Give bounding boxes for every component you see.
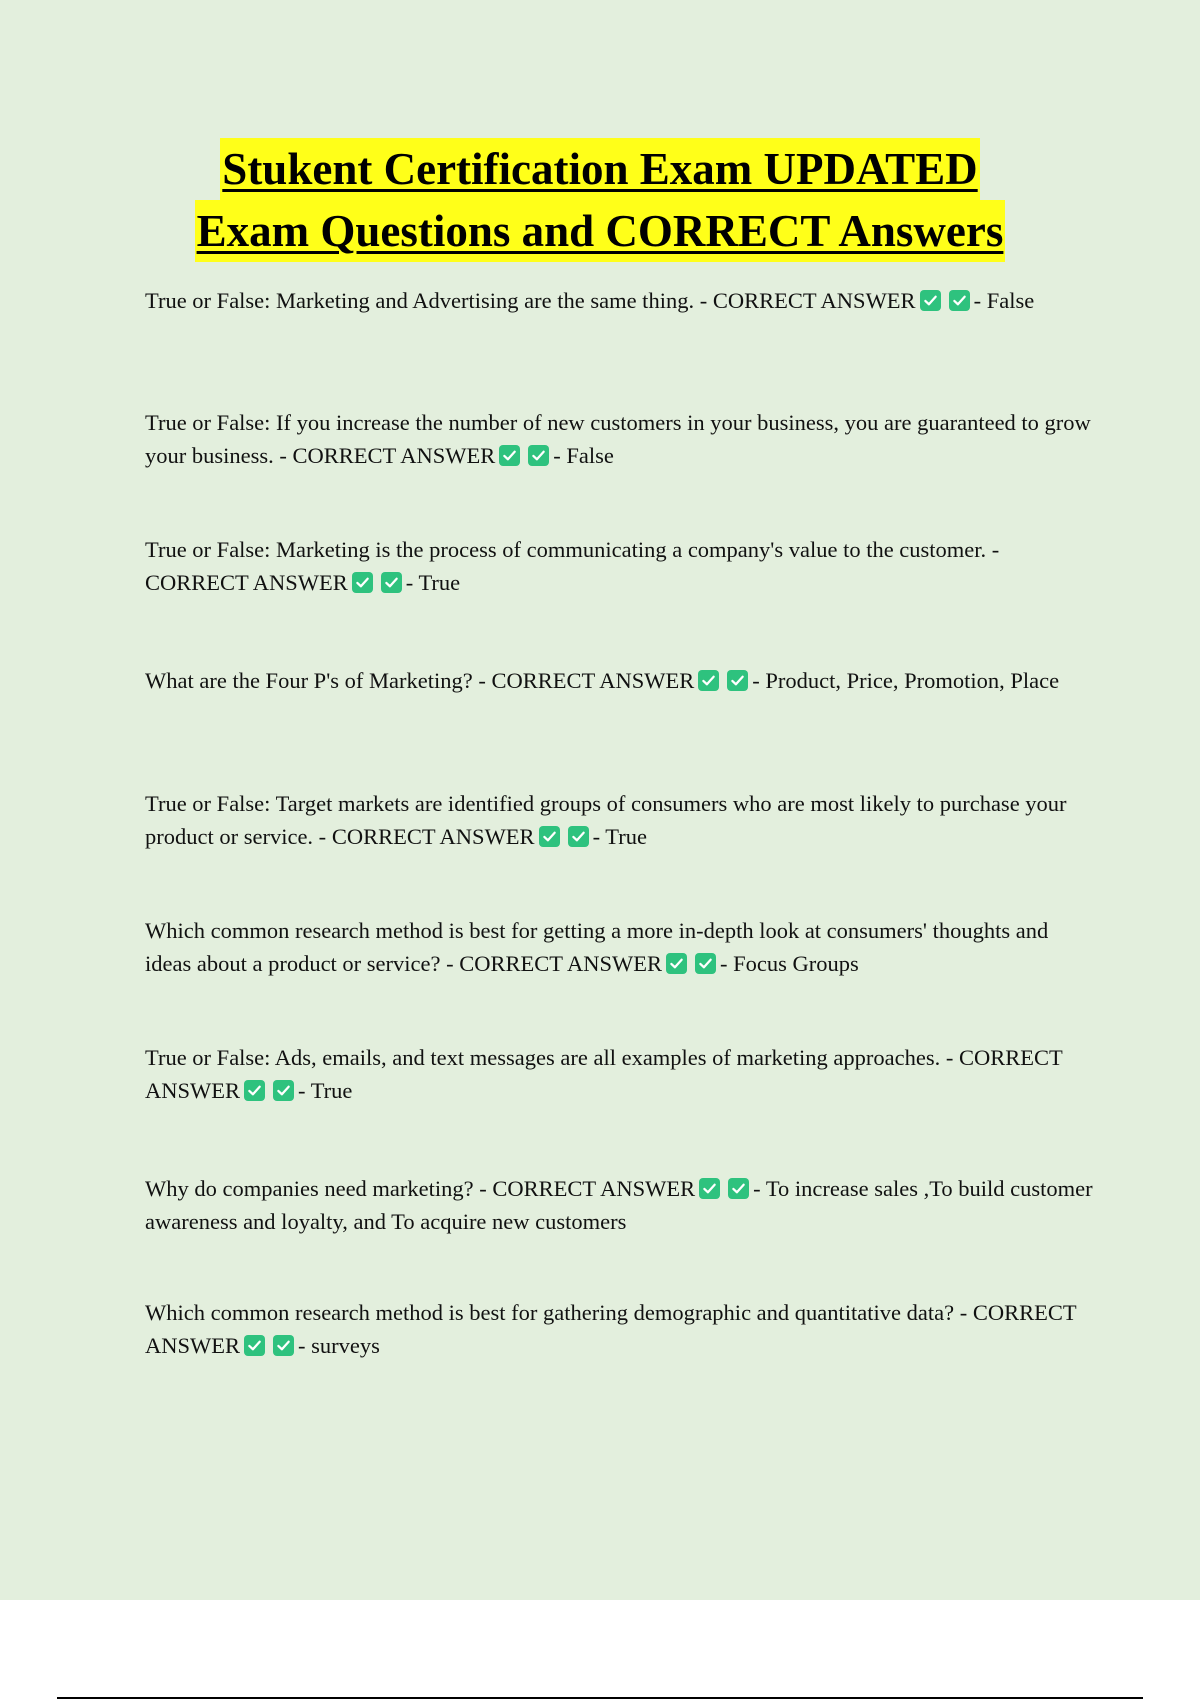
- answer-marker: CORRECT ANSWER: [712, 288, 916, 313]
- check-mark-button-icon: [499, 445, 520, 466]
- answer-marker: CORRECT ANSWER: [492, 1176, 696, 1201]
- check-mark-button-icon: [244, 1335, 265, 1356]
- question-text: True or False: Target markets are identified groups of consumers who are most likely to purchase your product or service. -: [145, 791, 1067, 849]
- page-title: [0, 138, 1200, 262]
- answer-text: True: [418, 570, 461, 595]
- check-mark-button-icon: [568, 826, 589, 847]
- question-text: Which common research method is best for gathering demographic and quantitative data? -: [145, 1300, 968, 1325]
- question-text: What are the Four P's of Marketing? -: [145, 668, 486, 693]
- qa-item-5: True or False: Target markets are identified groups of consumers who are most likely to purchase your product or service. - CORRECT ANSWER - True: [145, 791, 1067, 849]
- question-text: Why do companies need marketing? -: [145, 1176, 487, 1201]
- check-mark-button-icon: [273, 1335, 294, 1356]
- check-mark-button-icon: [528, 445, 549, 466]
- answer-marker: CORRECT ANSWER: [491, 668, 695, 693]
- check-mark-button-icon: [949, 290, 970, 311]
- qa-item-2: True or False: If you increase the number of new customers in your business, you are guaranteed to grow your business. - CORRECT ANSWER - False: [145, 410, 1091, 468]
- check-mark-button-icon: [666, 953, 687, 974]
- check-mark-button-icon: [539, 826, 560, 847]
- check-mark-button-icon: [273, 1080, 294, 1101]
- answer-text: Focus Groups: [733, 951, 859, 976]
- answer-marker: CORRECT ANSWER: [145, 570, 348, 595]
- question-text: True or False: Ads, emails, and text messages are all examples of marketing approaches. -: [145, 1045, 954, 1070]
- answer-text: Product, Price, Promotion, Place: [765, 668, 1060, 693]
- answer-text: True: [310, 1078, 353, 1103]
- qa-item-6: Which common research method is best for getting a more in-depth look at consumers' thoughts and ideas about a product or service? - CORRECT ANSWER - Focus Groups: [145, 918, 1049, 976]
- check-mark-button-icon: [381, 572, 402, 593]
- answer-marker: CORRECT ANSWER: [331, 824, 535, 849]
- qa-item-3: True or False: Marketing is the process of communicating a company's value to the customer. - CORRECT ANSWER - True: [145, 537, 1000, 595]
- question-text: True or False: If you increase the number of new customers in your business, you are guaranteed to grow your business. -: [145, 410, 1091, 468]
- check-mark-button-icon: [244, 1080, 265, 1101]
- qa-item-7: True or False: Ads, emails, and text messages are all examples of marketing approaches. - CORRECT ANSWER - True: [145, 1045, 1063, 1103]
- qa-item-4: What are the Four P's of Marketing? - CORRECT ANSWER - Product, Price, Promotion, Place: [145, 668, 1060, 693]
- check-mark-button-icon: [699, 1178, 720, 1199]
- answer-marker: CORRECT ANSWER: [145, 1045, 1063, 1103]
- answer-marker: CORRECT ANSWER: [145, 1300, 1077, 1358]
- qa-item-8: Why do companies need marketing? - CORRECT ANSWER - To increase sales ,To build customer awareness and loyalty, and To acquire new customers: [145, 1176, 1093, 1234]
- check-mark-button-icon: [698, 670, 719, 691]
- check-mark-button-icon: [920, 290, 941, 311]
- answer-marker: CORRECT ANSWER: [292, 443, 496, 468]
- check-mark-button-icon: [352, 572, 373, 593]
- question-text: True or False: Marketing and Advertising are the same thing. -: [145, 288, 708, 313]
- page-divider: [57, 1697, 1143, 1699]
- answer-text: To increase sales ,To build customer awareness and loyalty, and To acquire new customers: [145, 1176, 1093, 1234]
- qa-item-1: True or False: Marketing and Advertising are the same thing. - CORRECT ANSWER - False: [145, 288, 1035, 313]
- check-mark-button-icon: [695, 953, 716, 974]
- answer-text: True: [605, 824, 647, 849]
- qa-item-9: Which common research method is best for gathering demographic and quantitative data? - CORRECT ANSWER - surveys: [145, 1300, 1077, 1358]
- answer-text: False: [986, 288, 1035, 313]
- title-line-2: Exam Questions and CORRECT Answers: [195, 200, 1006, 262]
- check-mark-button-icon: [728, 1178, 749, 1199]
- answer-marker: CORRECT ANSWER: [459, 951, 662, 976]
- question-text: Which common research method is best for getting a more in-depth look at consumers' thoughts and ideas about a product or service? -: [145, 918, 1049, 976]
- answer-text: False: [566, 443, 614, 468]
- answer-text: surveys: [311, 1333, 380, 1358]
- title-line-1: Stukent Certification Exam UPDATED: [220, 138, 979, 200]
- check-mark-button-icon: [727, 670, 748, 691]
- question-text: True or False: Marketing is the process of communicating a company's value to the customer. -: [145, 537, 1000, 562]
